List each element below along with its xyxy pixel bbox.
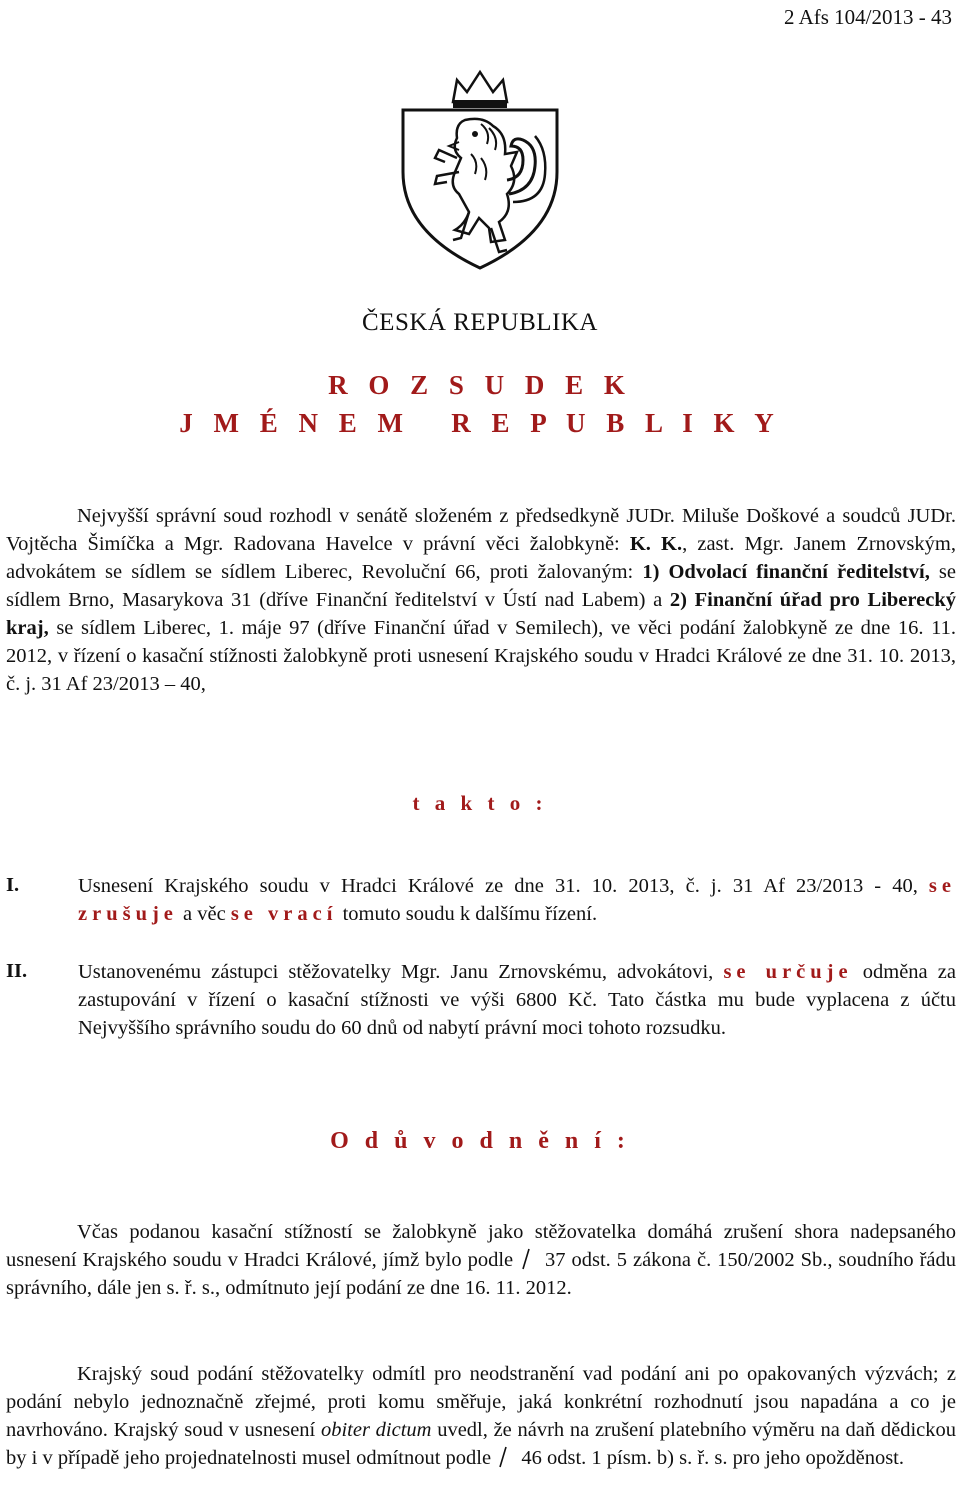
ruling-item-number: I. — [6, 874, 20, 896]
intro-paragraph — [6, 502, 956, 698]
ruling-text: Usnesení Krajského soudu v Hradci Králové ze dne 31. 10. 2013, č. j. 31 Af 23/2013 - 40, — [78, 875, 929, 897]
ruling-item-text — [78, 872, 956, 928]
intro-text-4: se sídlem Liberec, 1. máje 97 (dříve Finanční úřad v Semilech), ve věci podání žalobkyně ze dne 16. 11. 2012, v řízení o kasační stížnosti žalobkyně proti usnesení Krajského soudu v Hradci Králové ze dne 31. 10. 2013, č. j. 31 Af 23/2013 – 40, — [6, 617, 956, 695]
reasoning-text: Včas podanou kasační stížností se žalobkyně jako stěžovatelka domáhá zrušení shora nadepsaného usnesení Krajského soudu v Hradci Králové, jímž bylo podle — [6, 1221, 956, 1271]
intro-text-3: se sídlem Brno, Masarykova 31 (dříve Finanční ředitelství v Ústí nad Labem) a — [6, 561, 956, 611]
ruling-text: tomuto soudu k dalšímu řízení. — [337, 903, 598, 925]
ruling-operative-verb: se vrací — [230, 903, 338, 925]
reasoning-text: uvedl, že návrh na zrušení platebního výměru na daň dědickou by i v případě jeho projednatelnosti musel odmítnout podle — [6, 1419, 956, 1469]
reasoning-text: 46 odst. 1 písm. b) s. ř. s. pro jeho opožděnost. — [516, 1447, 904, 1469]
defendant-2: 2) Finanční úřad pro Liberecký kraj, — [6, 589, 956, 639]
reasoning-text: Krajský soud podání stěžovatelky odmítl pro neodstranění vad podání ani po opakovaných výzvách; z podání nebylo jednoznačně zřejmé, proti komu směřuje, jaká konkrétní rozhodnutí jsou napadána a co je navrhováno. Krajský soud v usnesení — [6, 1363, 956, 1441]
ruling-item-number: II. — [6, 960, 28, 982]
defendant-1: 1) Odvolací finanční ředitelství, — [642, 561, 930, 583]
ruling-text: a věc — [177, 903, 231, 925]
intro-text-1: Nejvyšší správní soud rozhodl v senátě složeném z předsedkyně JUDr. Miluše Doškové a soudců JUDr. Vojtěcha Šimíčka a Mgr. Radovana Havelce v právní věci žalobkyně: — [6, 505, 956, 555]
section-sign-icon — [519, 1246, 539, 1274]
section-sign-icon — [496, 1444, 516, 1472]
ruling-operative-verb: se určuje — [723, 961, 853, 983]
case-reference: 2 Afs 104/2013 - 43 — [784, 5, 952, 29]
reasoning-text: 37 odst. 5 zákona č. 150/2002 Sb., soudního řádu správního, dále jen s. ř. s., odmítnuto její podání ze dne 16. 11. 2012. — [6, 1249, 956, 1299]
ruling-text: odměna za zastupování v řízení o kasační stížnosti ve výši 6800 Kč. Tato částka mu bude vyplacena z účtu Nejvyššího správního soudu do 60 dnů od nabytí právní moci tohoto rozsudku. — [78, 961, 956, 1039]
country-name: ČESKÁ REPUBLIKA — [362, 309, 598, 336]
czech-coat-of-arms-lion-icon — [395, 62, 565, 274]
ruling-text: Ustanovenému zástupci stěžovatelky Mgr. Janu Zrnovskému, advokátovi, — [78, 961, 724, 983]
reasoning-paragraph-1 — [6, 1218, 956, 1302]
plaintiff-name: K. K. — [629, 533, 683, 555]
ruling-item-2 — [6, 958, 956, 1042]
ruling-item-text — [78, 958, 956, 1042]
in-the-name-title: J M É N E M R E P U B L I K Y — [179, 408, 781, 438]
ruling-operative-verb: se zrušuje — [78, 875, 956, 925]
ruling-item-1 — [6, 872, 956, 928]
intro-text-2: , zast. Mgr. Janem Zrnovským, advokátem se sídlem se sídlem Liberec, Revoluční 66, proti žalovaným: — [6, 533, 956, 583]
reasoning-heading: O d ů v o d n ě n í : — [330, 1128, 630, 1154]
verdict-title: R O Z S U D E K — [328, 370, 632, 400]
ruling-heading: t a k t o : — [412, 791, 548, 815]
reasoning-paragraph-2 — [6, 1360, 956, 1472]
latin-phrase: obiter dictum — [320, 1419, 432, 1441]
